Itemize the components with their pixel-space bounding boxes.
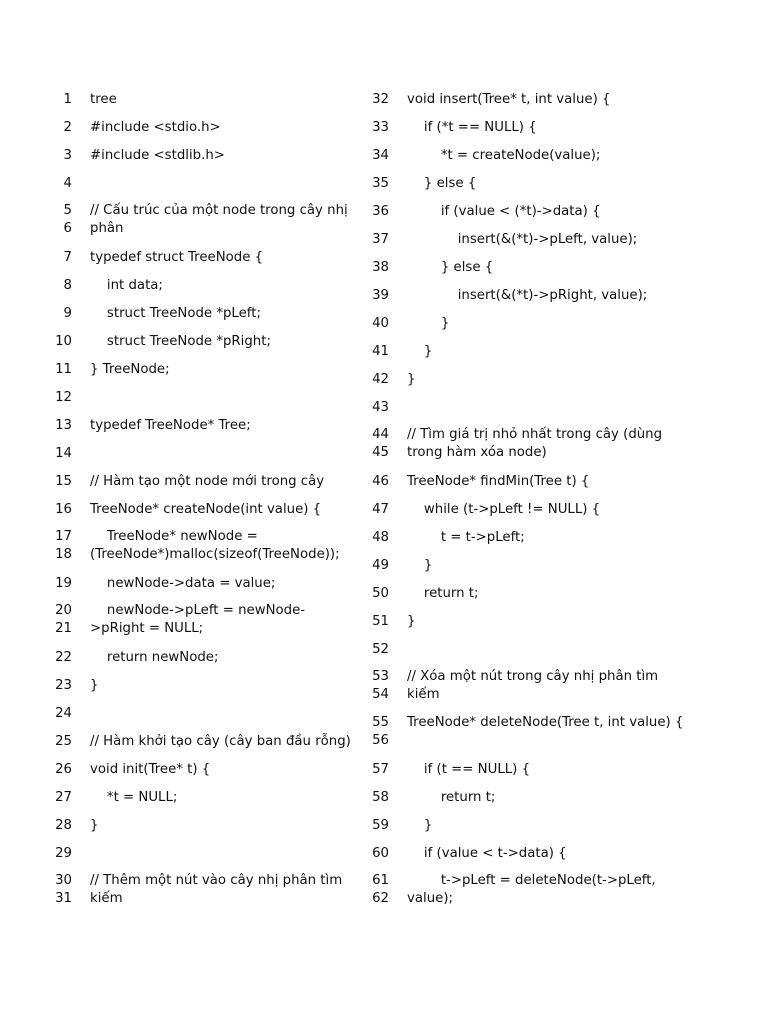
- line-number: [357, 556, 389, 576]
- line-number-value: 28: [55, 818, 72, 833]
- code-text: TreeNode* createNode(int value) {: [90, 502, 322, 517]
- line-number-value: 35: [372, 176, 389, 191]
- line-number: [40, 416, 72, 436]
- line-number-value: 1: [63, 92, 72, 107]
- line-number: [40, 248, 72, 268]
- line-number: [357, 844, 389, 864]
- line-number-value: 36: [372, 204, 389, 219]
- code-line: [357, 286, 687, 314]
- code-line: [40, 90, 365, 118]
- code-line: [40, 202, 365, 248]
- code-line: [357, 314, 687, 342]
- code-line: [40, 248, 365, 276]
- line-number: [40, 528, 72, 564]
- code-line: [357, 90, 687, 118]
- line-number-value: 22: [55, 650, 72, 665]
- code-line: [40, 472, 365, 500]
- line-number: [357, 370, 389, 390]
- line-number: [357, 286, 389, 306]
- code-text: }: [407, 372, 416, 387]
- line-number: [40, 574, 72, 594]
- line-number: [40, 704, 72, 724]
- code-text: int data;: [90, 278, 163, 293]
- code-line: [40, 602, 365, 648]
- line-number-value: 39: [372, 288, 389, 303]
- line-number: [40, 174, 72, 194]
- line-number: [40, 332, 72, 352]
- line-number-value: 60: [372, 846, 389, 861]
- code-text: }: [407, 818, 433, 833]
- line-number: [40, 388, 72, 408]
- code-text: return newNode;: [90, 650, 219, 665]
- code-text: }: [407, 344, 433, 359]
- line-number-value: 7: [63, 250, 72, 265]
- code-text: tree: [90, 92, 117, 107]
- line-number-value: 21: [55, 621, 72, 636]
- line-number-value: 16: [55, 502, 72, 517]
- code-line: [357, 202, 687, 230]
- code-text: TreeNode* deleteNode(Tree t, int value) {: [407, 715, 684, 730]
- code-line: [40, 648, 365, 676]
- line-number-value: 27: [55, 790, 72, 805]
- code-text: }: [90, 818, 99, 833]
- line-number: [357, 760, 389, 780]
- line-number-value: 62: [372, 891, 389, 906]
- code-text: if (t == NULL) {: [407, 762, 531, 777]
- code-line: [357, 426, 687, 472]
- code-line: [40, 360, 365, 388]
- line-number: [40, 276, 72, 296]
- code-line: [40, 704, 365, 732]
- line-number-value: 50: [372, 586, 389, 601]
- line-number-value: 40: [372, 316, 389, 331]
- line-number: [357, 146, 389, 166]
- line-number-value: 19: [55, 576, 72, 591]
- code-text: // Cấu trúc của một node trong cây nhị phân: [90, 203, 352, 236]
- code-text: if (*t == NULL) {: [407, 120, 537, 135]
- line-number-value: 26: [55, 762, 72, 777]
- code-column-left: [40, 90, 365, 918]
- code-text: *t = NULL;: [90, 790, 178, 805]
- line-number: [40, 500, 72, 520]
- line-number: [357, 314, 389, 334]
- line-number-value: 55: [372, 715, 389, 730]
- code-text: TreeNode* newNode = (TreeNode*)malloc(sizeof(TreeNode));: [90, 529, 340, 562]
- line-number: [357, 174, 389, 194]
- line-number-value: 47: [372, 502, 389, 517]
- line-number-value: 49: [372, 558, 389, 573]
- line-number: [357, 584, 389, 604]
- code-text: // Hàm tạo một node mới trong cây: [90, 474, 325, 489]
- code-text: // Tìm giá trị nhỏ nhất trong cây (dùng trong hàm xóa node): [407, 427, 667, 460]
- line-number-value: 61: [372, 873, 389, 888]
- code-line: [357, 612, 687, 640]
- code-text: } else {: [407, 260, 494, 275]
- code-line: [40, 844, 365, 872]
- line-number-value: 44: [372, 427, 389, 442]
- code-line: [40, 788, 365, 816]
- line-number: [40, 90, 72, 110]
- line-number: [40, 872, 72, 908]
- code-text: }: [407, 558, 433, 573]
- code-text: }: [90, 678, 99, 693]
- line-number-value: 23: [55, 678, 72, 693]
- code-text: // Hàm khởi tạo cây (cây ban đầu rỗng): [90, 734, 351, 749]
- code-column-right: [357, 90, 687, 918]
- code-line: [40, 388, 365, 416]
- line-number-value: 14: [55, 446, 72, 461]
- line-number: [357, 500, 389, 520]
- code-text: }: [407, 316, 450, 331]
- line-number-value: 30: [55, 873, 72, 888]
- line-number: [40, 602, 72, 638]
- line-number: [357, 258, 389, 278]
- code-line: [357, 556, 687, 584]
- line-number-value: 29: [55, 846, 72, 861]
- code-line: [357, 258, 687, 286]
- line-number: [357, 426, 389, 462]
- code-text: void init(Tree* t) {: [90, 762, 211, 777]
- code-line: [357, 788, 687, 816]
- code-text: }: [407, 614, 416, 629]
- line-number: [40, 360, 72, 380]
- line-number-value: 56: [372, 733, 389, 748]
- code-text: } TreeNode;: [90, 362, 170, 377]
- code-text: *t = createNode(value);: [407, 148, 601, 163]
- line-number: [357, 788, 389, 808]
- line-number-value: 52: [372, 642, 389, 657]
- line-number: [357, 816, 389, 836]
- line-number-value: 34: [372, 148, 389, 163]
- code-line: [357, 118, 687, 146]
- code-text: insert(&(*t)->pLeft, value);: [407, 232, 638, 247]
- code-line: [357, 146, 687, 174]
- code-line: [357, 844, 687, 872]
- line-number-value: 25: [55, 734, 72, 749]
- line-number-value: 46: [372, 474, 389, 489]
- line-number: [357, 528, 389, 548]
- line-number-value: 17: [55, 529, 72, 544]
- code-line: [357, 714, 687, 760]
- code-line: [357, 640, 687, 668]
- line-number-value: 24: [55, 706, 72, 721]
- code-text: return t;: [407, 790, 496, 805]
- code-text: struct TreeNode *pRight;: [90, 334, 271, 349]
- line-number: [357, 90, 389, 110]
- code-text: if (value < (*t)->data) {: [407, 204, 601, 219]
- line-number-value: 43: [372, 400, 389, 415]
- line-number: [357, 202, 389, 222]
- code-line: [357, 342, 687, 370]
- line-number: [40, 816, 72, 836]
- line-number: [357, 640, 389, 660]
- line-number-value: 45: [372, 445, 389, 460]
- line-number-value: 48: [372, 530, 389, 545]
- code-line: [357, 816, 687, 844]
- line-number: [40, 202, 72, 238]
- code-line: [40, 276, 365, 304]
- line-number: [40, 844, 72, 864]
- line-number: [40, 676, 72, 696]
- line-number-value: 41: [372, 344, 389, 359]
- code-line: [40, 528, 365, 574]
- code-line: [357, 872, 687, 918]
- line-number-value: 57: [372, 762, 389, 777]
- line-number-value: 15: [55, 474, 72, 489]
- code-text: t = t->pLeft;: [407, 530, 525, 545]
- line-number: [357, 872, 389, 908]
- code-text: newNode->data = value;: [90, 576, 276, 591]
- line-number: [357, 668, 389, 704]
- line-number-value: 59: [372, 818, 389, 833]
- line-number-value: 2: [63, 120, 72, 135]
- code-line: [40, 676, 365, 704]
- line-number: [40, 118, 72, 138]
- line-number-value: 11: [55, 362, 72, 377]
- code-line: [40, 500, 365, 528]
- code-text: #include <stdlib.h>: [90, 148, 225, 163]
- line-number-value: 6: [63, 221, 72, 236]
- code-line: [40, 574, 365, 602]
- code-text: while (t->pLeft != NULL) {: [407, 502, 601, 517]
- code-line: [357, 230, 687, 258]
- line-number-value: 51: [372, 614, 389, 629]
- code-line: [357, 370, 687, 398]
- code-line: [357, 528, 687, 556]
- code-text: t->pLeft = deleteNode(t->pLeft, value);: [407, 873, 656, 906]
- code-line: [40, 444, 365, 472]
- code-line: [40, 416, 365, 444]
- line-number-value: 13: [55, 418, 72, 433]
- line-number-value: 33: [372, 120, 389, 135]
- line-number: [357, 714, 389, 750]
- code-line: [40, 816, 365, 844]
- code-text: newNode->pLeft = newNode- >pRight = NULL;: [90, 603, 306, 636]
- line-number-value: 31: [55, 891, 72, 906]
- code-text: } else {: [407, 176, 477, 191]
- line-number-value: 37: [372, 232, 389, 247]
- line-number: [40, 788, 72, 808]
- code-line: [40, 332, 365, 360]
- code-line: [357, 760, 687, 788]
- code-text: // Xóa một nút trong cây nhị phân tìm kiếm: [407, 669, 663, 702]
- code-line: [40, 760, 365, 788]
- code-text: TreeNode* findMin(Tree t) {: [407, 474, 590, 489]
- code-line: [357, 584, 687, 612]
- line-number: [40, 146, 72, 166]
- line-number: [40, 304, 72, 324]
- code-text: typedef struct TreeNode {: [90, 250, 264, 265]
- code-line: [357, 500, 687, 528]
- line-number: [357, 342, 389, 362]
- line-number: [40, 760, 72, 780]
- line-number-value: 58: [372, 790, 389, 805]
- line-number: [40, 648, 72, 668]
- line-number-value: 10: [55, 334, 72, 349]
- line-number: [40, 472, 72, 492]
- code-text: #include <stdio.h>: [90, 120, 221, 135]
- line-number-value: 32: [372, 92, 389, 107]
- line-number-value: 54: [372, 687, 389, 702]
- line-number-value: 42: [372, 372, 389, 387]
- line-number: [357, 230, 389, 250]
- line-number-value: 12: [55, 390, 72, 405]
- code-line: [40, 732, 365, 760]
- line-number-value: 5: [63, 203, 72, 218]
- code-text: typedef TreeNode* Tree;: [90, 418, 251, 433]
- line-number: [357, 398, 389, 418]
- line-number-value: 53: [372, 669, 389, 684]
- code-text: insert(&(*t)->pRight, value);: [407, 288, 648, 303]
- line-number-value: 9: [63, 306, 72, 321]
- code-line: [40, 146, 365, 174]
- code-text: void insert(Tree* t, int value) {: [407, 92, 611, 107]
- line-number: [40, 444, 72, 464]
- code-text: struct TreeNode *pLeft;: [90, 306, 261, 321]
- line-number-value: 20: [55, 603, 72, 618]
- code-text: // Thêm một nút vào cây nhị phân tìm kiếm: [90, 873, 347, 906]
- line-number-value: 3: [63, 148, 72, 163]
- line-number-value: 8: [63, 278, 72, 293]
- line-number: [357, 612, 389, 632]
- line-number: [357, 118, 389, 138]
- code-line: [40, 304, 365, 332]
- line-number: [40, 732, 72, 752]
- code-line: [357, 668, 687, 714]
- code-line: [357, 398, 687, 426]
- line-number-value: 38: [372, 260, 389, 275]
- code-text: return t;: [407, 586, 479, 601]
- code-line: [40, 872, 365, 918]
- code-line: [357, 472, 687, 500]
- line-number-value: 18: [55, 547, 72, 562]
- line-number: [357, 472, 389, 492]
- line-number-value: 4: [63, 176, 72, 191]
- code-line: [40, 174, 365, 202]
- code-text: if (value < t->data) {: [407, 846, 567, 861]
- code-line: [40, 118, 365, 146]
- code-line: [357, 174, 687, 202]
